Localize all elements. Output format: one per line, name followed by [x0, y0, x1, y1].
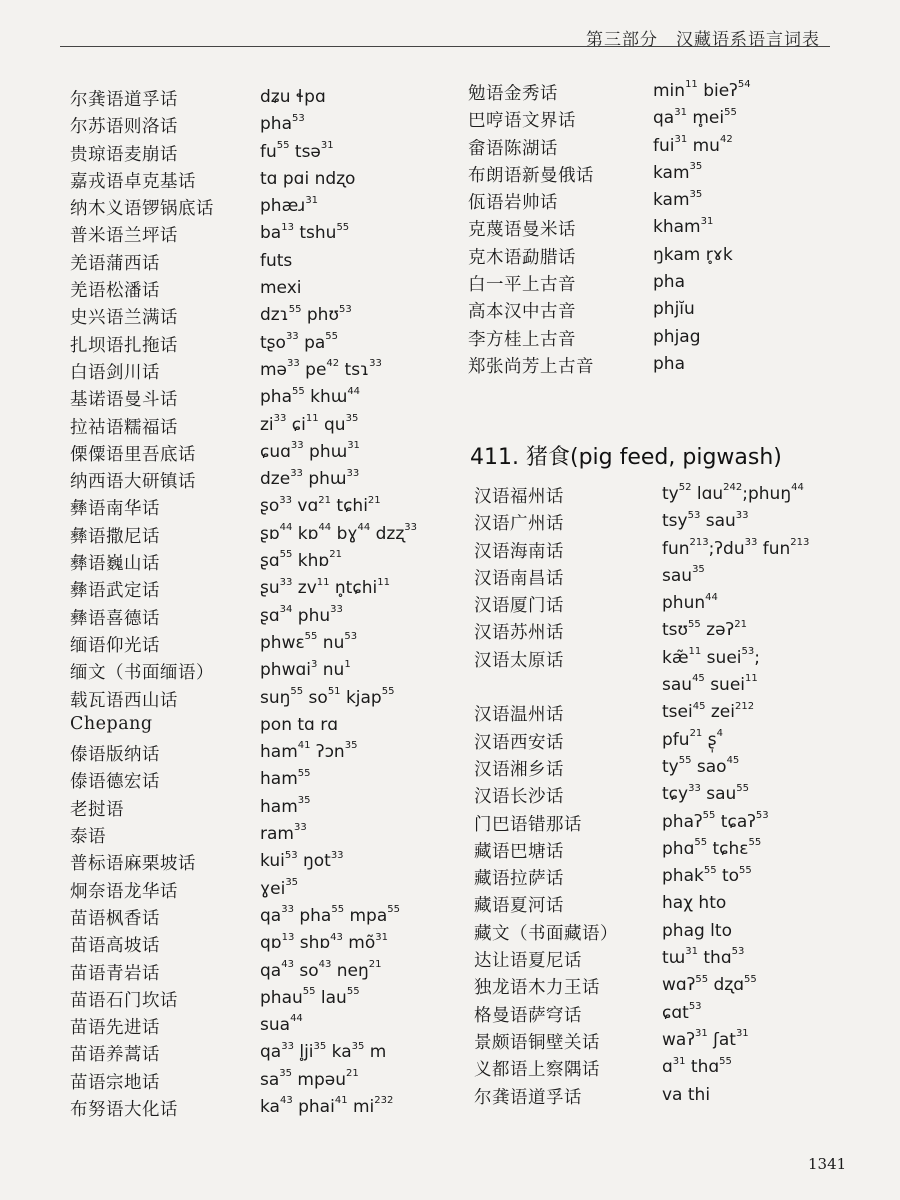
section-title: 猪食(pig feed, pigwash)	[525, 445, 782, 470]
word-form: ɕɑt$^{53}$	[662, 1000, 702, 1023]
entry-row	[70, 168, 450, 195]
word-form: pha$^{53}$	[260, 112, 305, 135]
entry-row	[70, 768, 450, 795]
language-name: 苗语养蒿话	[70, 1045, 160, 1066]
word-form: pha$^{55}$ khɯ$^{44}$	[260, 385, 361, 408]
page-number: 1341	[808, 1155, 847, 1173]
word-form: phag lto	[662, 920, 732, 941]
language-name: 藏文（书面藏语）	[474, 923, 618, 944]
section-number: 411.	[470, 445, 519, 470]
language-name: 贵琼语麦崩话	[70, 144, 178, 165]
language-name: 景颇语铜壁关话	[474, 1032, 600, 1053]
entry-row	[70, 1096, 450, 1123]
entry-row	[468, 353, 868, 380]
word-form: tɯ$^{31}$ thɑ$^{53}$	[662, 946, 745, 969]
word-form: $qa^{33}$ $l̥ji^{35}$ $ka^{35}$ m	[260, 1040, 387, 1063]
language-name: 藏语巴塘话	[474, 841, 564, 862]
word-form: tsei$^{45}$ zei$^{212}$	[662, 700, 755, 723]
language-name: 独龙语木力王话	[474, 978, 600, 999]
language-name: 汉语湘乡话	[474, 759, 564, 780]
language-name: 苗语石门坎话	[70, 990, 178, 1011]
entry-row	[70, 632, 450, 659]
language-name: 苗语高坡话	[70, 936, 160, 957]
language-name: 布努语大化话	[70, 1099, 178, 1120]
word-form: mə$^{33}$ $pe^{42}$ tsɿ$^{33}$	[260, 358, 382, 380]
left-column	[70, 86, 450, 1123]
language-name: 彝语喜德话	[70, 608, 160, 629]
language-name: 纳西语大研镇话	[70, 472, 196, 493]
section-heading	[470, 440, 782, 471]
word-form: kam$^{35}$	[653, 188, 703, 211]
entry-row	[70, 1069, 450, 1096]
language-name: 汉语海南话	[474, 541, 564, 562]
word-form: tsʊ$^{55}$ zəʔ$^{21}$	[662, 618, 747, 641]
entry-row	[70, 659, 450, 686]
language-name: 汉语苏州话	[474, 623, 564, 644]
entry-row	[468, 107, 868, 134]
word-form: qɒ$^{13}$ shɒ$^{43}$ $mõ^{31}$	[260, 931, 388, 954]
language-name: 彝语撒尼话	[70, 526, 160, 547]
word-form: kæ̃$^{11}$ suei$^{53}$;	[662, 646, 760, 668]
word-form: ham$^{35}$	[260, 795, 311, 817]
word-form: suŋ$^{55}$ $so^{51}$ kjap$^{55}$	[260, 685, 395, 708]
entry-row	[70, 359, 450, 386]
entry-row	[70, 195, 450, 222]
entry-row	[468, 326, 868, 353]
entry-row	[70, 987, 450, 1014]
word-form: $ba^{13}$ tshu$^{55}$	[260, 221, 350, 244]
word-form: pha	[653, 353, 685, 374]
language-name: 门巴语错那话	[474, 814, 582, 835]
entry-row	[70, 386, 450, 413]
language-name: 羌语蒲西话	[70, 253, 160, 274]
word-form: phun$^{44}$	[662, 591, 718, 614]
language-name: 纳木义语锣锅底话	[70, 199, 214, 220]
language-name: 彝语巍山话	[70, 554, 160, 575]
entry-row	[474, 701, 874, 728]
entry-row	[474, 729, 874, 756]
language-name: 汉语南昌话	[474, 568, 564, 589]
language-name: 布朗语新曼俄话	[468, 165, 594, 186]
entry-row	[474, 756, 874, 783]
word-form: ɑ$^{31}$ thɑ$^{55}$	[662, 1055, 732, 1078]
language-name: 老挝语	[70, 799, 124, 820]
language-name: 傈僳语里吾底话	[70, 444, 196, 465]
entry-row	[474, 947, 874, 974]
word-form: dʑu ɬpɑ	[260, 87, 326, 107]
word-form: ram$^{33}$	[260, 822, 307, 845]
language-name: 傣语德宏话	[70, 772, 160, 793]
entry-row	[70, 86, 450, 113]
entry-row	[70, 441, 450, 468]
language-name: 基诺语曼斗话	[70, 390, 178, 411]
entry-row	[70, 796, 450, 823]
word-form: dzɿ$^{55}$ phʊ$^{53}$	[260, 303, 352, 326]
language-name: 勉语金秀话	[468, 84, 558, 104]
language-name: 格曼语萨穹话	[474, 1005, 582, 1026]
entry-row	[70, 141, 450, 168]
word-form: pon tɑ rɑ	[260, 714, 339, 735]
language-name: 白一平上古音	[468, 275, 576, 296]
entry-row	[468, 80, 868, 107]
language-name: 汉语温州话	[474, 705, 564, 726]
entry-row	[70, 714, 450, 741]
language-name: 白语剑川话	[70, 362, 160, 383]
word-form: tɑ pɑi ndʐo	[260, 168, 356, 189]
language-name: 达让语夏尼话	[474, 951, 582, 972]
entry-row	[70, 550, 450, 577]
language-name: 羌语松潘话	[70, 281, 160, 302]
entry-row	[70, 905, 450, 932]
word-form: sua$^{44}$	[260, 1013, 303, 1036]
language-name: 普标语麻栗坡话	[70, 854, 196, 875]
language-name: 藏语拉萨话	[474, 869, 564, 890]
word-form: $ty^{55}$ sao$^{45}$	[662, 755, 740, 777]
word-form: sau$^{45}$ suei$^{11}$	[662, 673, 758, 696]
word-form: ʂo$^{33}$ vɑ$^{21}$ tɕhi$^{21}$	[260, 494, 381, 517]
running-header: 第三部分 汉藏语系语言词表	[586, 30, 820, 50]
language-name: 克木语勐腊话	[468, 247, 576, 268]
entry-row	[474, 865, 874, 892]
entry-row	[70, 687, 450, 714]
language-name: 高本汉中古音	[468, 302, 576, 323]
language-name: 扎坝语扎拖话	[70, 335, 178, 356]
right-column-bottom	[474, 483, 874, 1111]
word-form: phjag	[653, 326, 701, 347]
entry-row	[70, 1041, 450, 1068]
language-name: 汉语广州话	[474, 514, 564, 535]
language-name: 汉语太原话	[474, 650, 564, 671]
entry-row	[468, 216, 868, 243]
entry-row	[474, 1084, 874, 1111]
word-form: kui$^{53}$ ŋot$^{33}$	[260, 849, 344, 872]
entry-row	[70, 577, 450, 604]
entry-row	[468, 244, 868, 271]
language-name: 尔龚语道孚话	[70, 90, 178, 110]
entry-row	[474, 1002, 874, 1029]
entry-row	[70, 332, 450, 359]
entry-row	[474, 783, 874, 810]
language-name: 汉语厦门话	[474, 596, 564, 617]
language-name: 郑张尚芳上古音	[468, 356, 594, 377]
entry-row	[474, 838, 874, 865]
word-form: futs	[260, 250, 293, 271]
entry-row	[474, 674, 874, 701]
word-form: tsy$^{53}$ sau$^{33}$	[662, 509, 749, 532]
entry-row	[474, 483, 874, 510]
language-name: Chepang	[70, 713, 153, 734]
entry-row	[70, 222, 450, 249]
word-form: mexi	[260, 278, 302, 299]
word-form: $qa^{31}$ $m̥ei^{55}$	[653, 106, 737, 129]
language-name: 克蔑语曼米话	[468, 220, 576, 241]
word-form: phwɑi$^3$ $nu^1$	[260, 658, 351, 681]
word-form: ʂɑ$^{55}$ khɒ$^{21}$	[260, 549, 342, 572]
word-form: wɑʔ$^{55}$ dʐɑ$^{55}$	[662, 973, 757, 996]
right-column-top	[468, 80, 868, 380]
language-name: 苗语青岩话	[70, 963, 160, 984]
entry-row	[474, 592, 874, 619]
word-form: kham$^{31}$	[653, 215, 714, 238]
word-form: phɑ$^{55}$ tɕhɛ$^{55}$	[662, 837, 762, 859]
entry-row	[70, 250, 450, 277]
entry-row	[474, 892, 874, 919]
word-form: pfu$^{21}$ ʂ̩$^4$	[662, 728, 723, 750]
language-name: 彝语南华话	[70, 499, 160, 520]
word-form: $ty^{52}$ lɑu$^{242}$;phuŋ$^{44}$	[662, 482, 804, 504]
language-name: 傣语版纳话	[70, 745, 160, 766]
language-name: 炯奈语龙华话	[70, 881, 178, 902]
entry-row	[468, 135, 868, 162]
language-name: 汉语西安话	[474, 732, 564, 753]
language-name: 藏语夏河话	[474, 896, 564, 917]
language-name: 彝语武定话	[70, 581, 160, 602]
word-form: ɕuɑ$^{33}$ phɯ$^{31}$	[260, 440, 360, 462]
word-form: fun$^{213}$;ʔdu$^{33}$ fun$^{213}$	[662, 536, 810, 559]
language-name: 普米语兰坪话	[70, 226, 178, 247]
word-form: tʂo$^{33}$ $pa^{55}$	[260, 331, 339, 353]
entry-row	[474, 1029, 874, 1056]
language-name: 泰语	[70, 827, 106, 848]
entry-row	[474, 538, 874, 565]
entry-row	[474, 647, 874, 674]
language-name: 苗语枫香话	[70, 908, 160, 929]
word-form: phjĭu	[653, 299, 695, 320]
word-form: $fu^{55}$ tsə$^{31}$	[260, 139, 334, 162]
entry-row	[70, 1014, 450, 1041]
word-form: ʂɑ$^{34}$ phu$^{33}$	[260, 603, 343, 626]
word-form: $qa^{33}$ pha$^{55}$ mpa$^{55}$	[260, 904, 400, 926]
word-form: ham$^{55}$	[260, 767, 311, 790]
word-form: $qa^{43}$ $so^{43}$ neŋ$^{21}$	[260, 958, 382, 981]
word-form: phaʔ$^{55}$ tɕaʔ$^{53}$	[662, 809, 769, 832]
entry-row	[474, 619, 874, 646]
word-form: $\min^{11}$ bieʔ$^{54}$	[653, 79, 751, 101]
entry-row	[474, 920, 874, 947]
language-name: 嘉戎语卓克基话	[70, 171, 196, 192]
language-name: 苗语宗地话	[70, 1072, 160, 1093]
language-name: 汉语长沙话	[474, 787, 564, 808]
word-form: ham$^{41}$ ʔɔn$^{35}$	[260, 740, 358, 763]
word-form: dze$^{33}$ phɯ$^{33}$	[260, 467, 360, 490]
entry-row	[474, 974, 874, 1001]
entry-row	[70, 823, 450, 850]
language-name: 佤语岩帅话	[468, 193, 558, 214]
entry-row	[70, 741, 450, 768]
language-name: 李方桂上古音	[468, 329, 576, 350]
word-form: $ka^{43}$ phai$^{41}$ $mi^{232}$	[260, 1095, 394, 1117]
word-form: tɕy$^{33}$ sau$^{55}$	[662, 782, 749, 805]
word-form: ŋkam r̥ɤk	[653, 244, 733, 265]
language-name: 苗语先进话	[70, 1018, 160, 1039]
language-name: 畲语陈湖话	[468, 138, 558, 159]
word-form: phæɹ$^{31}$	[260, 194, 319, 217]
entry-row	[474, 510, 874, 537]
language-name: 义都语上察隅话	[474, 1060, 600, 1081]
word-form: kam$^{35}$	[653, 161, 703, 183]
entry-row	[70, 523, 450, 550]
word-form: phak$^{55}$ $to^{55}$	[662, 864, 752, 887]
entry-row	[474, 811, 874, 838]
word-form: haχ hto	[662, 893, 727, 914]
entry-row	[468, 189, 868, 216]
entry-row	[474, 1056, 874, 1083]
language-name: 史兴语兰满话	[70, 308, 178, 329]
entry-row	[70, 495, 450, 522]
header-rule	[60, 46, 830, 47]
entry-row	[70, 277, 450, 304]
entry-row	[70, 113, 450, 140]
language-name: 拉祜语糯福话	[70, 417, 178, 438]
language-name: 缅语仰光话	[70, 635, 160, 656]
entry-row	[70, 932, 450, 959]
entry-row	[70, 878, 450, 905]
entry-row	[468, 298, 868, 325]
entry-row	[474, 565, 874, 592]
word-form: ʂɒ$^{44}$ kɒ$^{44}$ bɣ$^{44}$ dzʐ$^{33}$	[260, 522, 418, 544]
word-form: phau$^{55}$ lau$^{55}$	[260, 986, 360, 1008]
entry-row	[468, 271, 868, 298]
word-form: phwɛ$^{55}$ $nu^{53}$	[260, 631, 358, 653]
entry-row	[70, 304, 450, 331]
entry-row	[70, 960, 450, 987]
word-form: $zi^{33}$ ɕi$^{11}$ $qu^{35}$	[260, 412, 359, 435]
word-form: sau$^{35}$	[662, 564, 705, 586]
word-form: ʂu$^{33}$ $zv^{11}$ n̥tɕhi$^{11}$	[260, 576, 390, 599]
language-name: 缅文（书面缅语）	[70, 663, 214, 684]
word-form: $sa^{35}$ mpəu$^{21}$	[260, 1068, 359, 1090]
entry-row	[70, 414, 450, 441]
entry-row	[70, 850, 450, 877]
language-name: 尔苏语则洛话	[70, 117, 178, 138]
language-name: 汉语福州话	[474, 487, 564, 507]
entry-row	[468, 162, 868, 189]
word-form: waʔ$^{31}$ ʃat$^{31}$	[662, 1028, 749, 1050]
entry-row	[70, 468, 450, 495]
language-name: 尔龚语道孚话	[474, 1087, 582, 1108]
word-form: va thi	[662, 1084, 711, 1105]
language-name: 载瓦语西山话	[70, 690, 178, 711]
word-form: fui$^{31}$ $mu^{42}$	[653, 133, 733, 156]
language-name: 巴哼语文界话	[468, 111, 576, 132]
word-form: pha	[653, 272, 685, 293]
entry-row	[70, 605, 450, 632]
word-form: ɣei$^{35}$	[260, 876, 299, 899]
